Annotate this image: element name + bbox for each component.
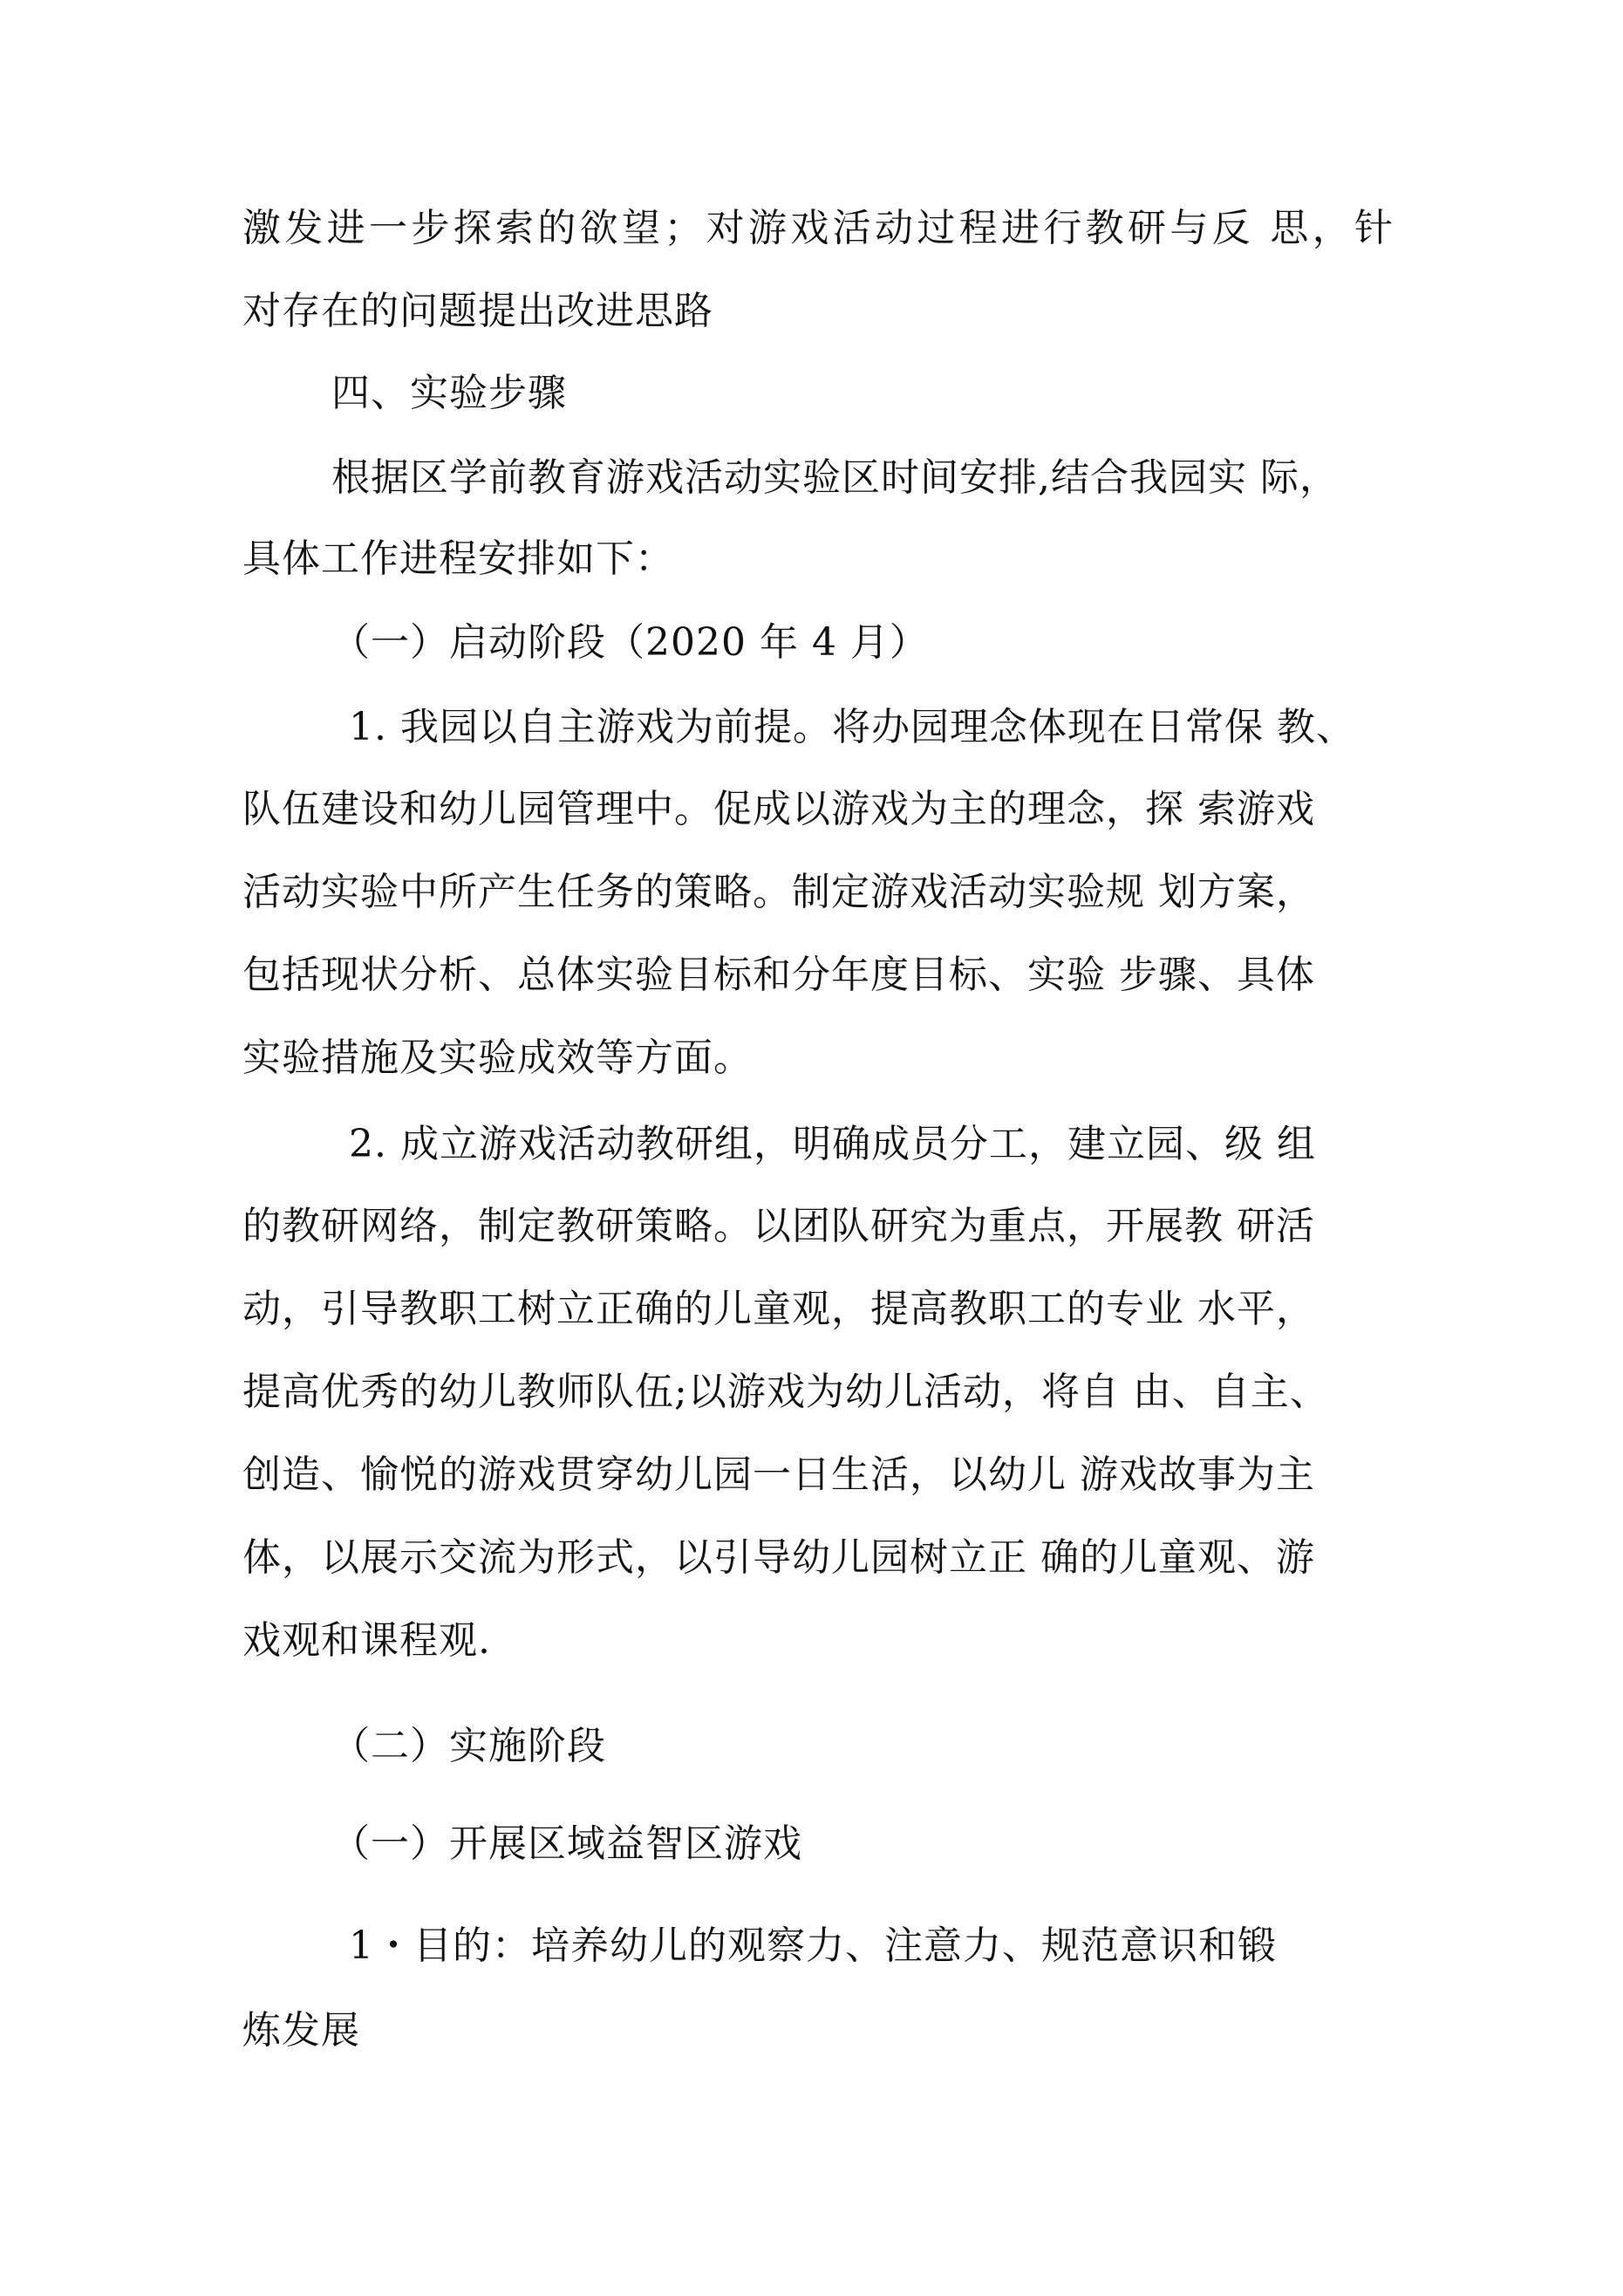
paragraph-line: 戏观和课程观. bbox=[242, 1618, 491, 1663]
paragraph-line: 创造、愉悦的游戏贯穿幼儿园一日生活，以幼儿 游戏故事为主 bbox=[242, 1452, 1315, 1497]
subsection-heading: （二）实施阶段 bbox=[331, 1724, 606, 1768]
paragraph-line: 具体工作进程安排如下： bbox=[242, 536, 674, 581]
subsection-heading: （一）启动阶段（2020 年 4 月） bbox=[331, 620, 929, 665]
paragraph-line: 包括现状分析、总体实验目标和分年度目标、实验 步骤、具体 bbox=[242, 953, 1315, 997]
paragraph-line: 提高优秀的幼儿教师队伍;以游戏为幼儿活动，将自 由、自主、 bbox=[242, 1370, 1329, 1414]
paragraph-line: 对存在的问题提出改进思路 bbox=[242, 289, 713, 333]
paragraph-line: 活动实验中所产生任务的策略。制定游戏活动实验规 划方案， bbox=[242, 870, 1315, 914]
paragraph-line: 1. 我园以自主游戏为前提。将办园理念体现在日常保 教、 bbox=[349, 705, 1355, 749]
paragraph-line: 动，引导教职工树立正确的儿童观，提高教职工的专业 水平， bbox=[242, 1287, 1315, 1331]
paragraph-line: 激发进一步探索的欲望；对游戏活动过程进行教研与反 思，针 bbox=[242, 206, 1394, 250]
paragraph-line: 炼发展 bbox=[242, 2008, 360, 2053]
section-heading: 四、实验步骤 bbox=[331, 371, 567, 415]
paragraph-line: 根据区学前教育游戏活动实验区时间安排,结合我园实 际， bbox=[331, 455, 1339, 500]
subsection-heading: （一）开展区域益智区游戏 bbox=[331, 1821, 802, 1866]
paragraph-line: 的教研网络，制定教研策略。以团队研究为重点，开展教 研活 bbox=[242, 1204, 1315, 1248]
paragraph-line: 实验措施及实验成效等方面。 bbox=[242, 1035, 753, 1080]
paragraph-line: 1・目的：培养幼儿的观察力、注意力、规范意识和锻 bbox=[349, 1924, 1277, 1968]
paragraph-line: 体，以展示交流为形式，以引导幼儿园树立正 确的儿童观、游 bbox=[242, 1535, 1315, 1580]
paragraph-line: 2. 成立游戏活动教研组，明确成员分工，建立园、级 组 bbox=[349, 1122, 1316, 1166]
paragraph-line: 队伍建设和幼儿园管理中。促成以游戏为主的理念，探 索游戏 bbox=[242, 787, 1315, 831]
